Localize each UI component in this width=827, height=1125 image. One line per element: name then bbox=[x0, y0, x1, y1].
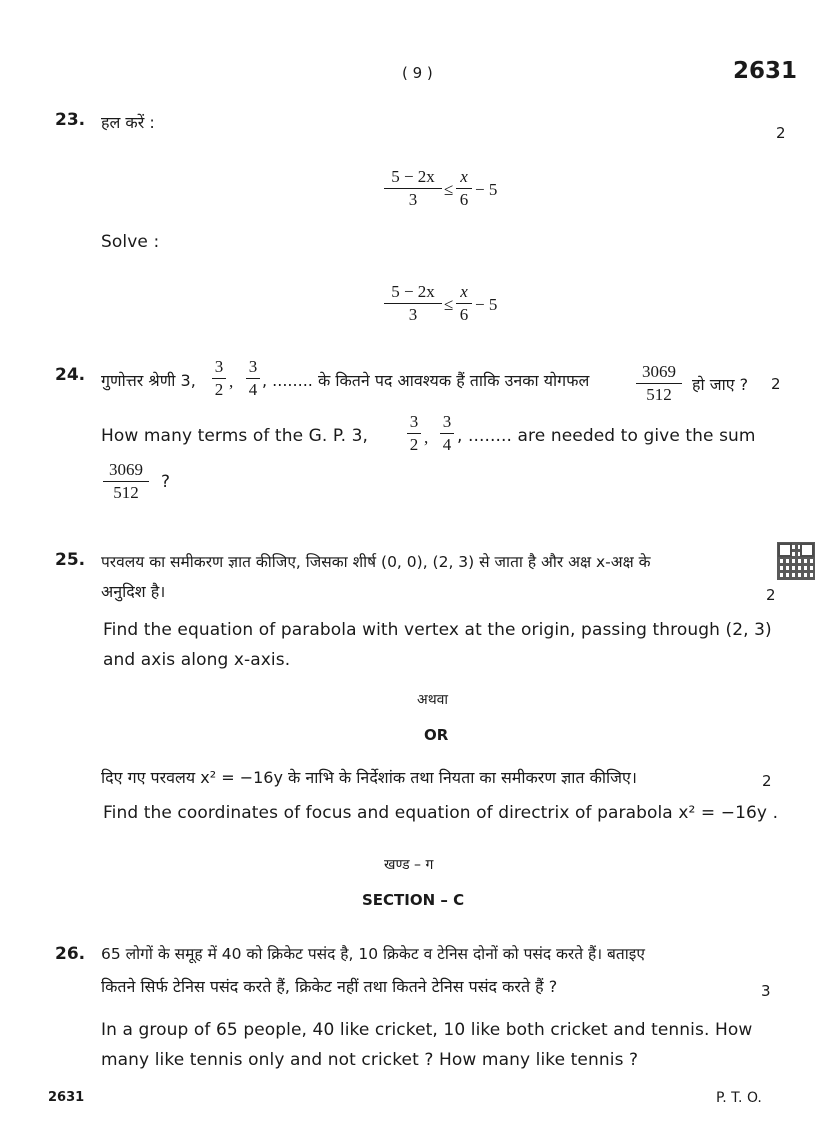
numerator: 5 − 2x bbox=[391, 282, 435, 301]
numerator: 3069 bbox=[109, 460, 143, 479]
numerator: 3069 bbox=[642, 362, 676, 381]
numerator: 3 bbox=[248, 357, 258, 376]
numerator: 3 bbox=[214, 357, 224, 376]
question-number: 26. bbox=[55, 944, 86, 964]
or-english: OR bbox=[424, 726, 449, 744]
denominator: 2 bbox=[409, 435, 419, 454]
english-prompt: Solve : bbox=[101, 232, 160, 252]
denominator: 512 bbox=[646, 385, 672, 404]
pto: P. T. O. bbox=[716, 1090, 762, 1106]
minus-five: − 5 bbox=[475, 180, 498, 199]
hindi-text-b: , ........ के कितने पद आवश्यक हैं ताकि उनका योगफल bbox=[262, 371, 590, 390]
fraction-3-4 bbox=[440, 412, 454, 455]
alt-marks: 2 bbox=[762, 772, 772, 790]
fraction-3069-512 bbox=[103, 460, 149, 503]
numerator: 3 bbox=[409, 412, 419, 431]
page-number: ( 9 ) bbox=[402, 64, 433, 82]
hindi-prompt: हल करें : bbox=[101, 113, 155, 132]
denominator: 2 bbox=[214, 380, 224, 399]
numerator: 5 − 2x bbox=[391, 167, 435, 186]
fraction-3-2 bbox=[212, 357, 226, 400]
question-number: 25. bbox=[55, 550, 86, 570]
fraction-3069-512 bbox=[636, 362, 682, 405]
fraction-3-4 bbox=[246, 357, 260, 400]
question-mark: ? bbox=[161, 472, 171, 492]
fraction-lhs bbox=[384, 282, 442, 325]
comma: , bbox=[424, 428, 429, 447]
english-line-1: Find the equation of parabola with vertex at the origin, passing through (2, 3) bbox=[103, 620, 772, 640]
le-sign: ≤ bbox=[444, 295, 454, 314]
marks: 2 bbox=[776, 124, 786, 142]
qr-code-icon bbox=[777, 542, 815, 580]
denominator: 512 bbox=[113, 483, 139, 502]
hindi-text-a: गुणोत्तर श्रेणी 3, bbox=[101, 371, 196, 390]
denominator: 6 bbox=[459, 190, 469, 209]
english-line-2: many like tennis only and not cricket ? How many like tennis ? bbox=[101, 1050, 639, 1070]
denominator: 6 bbox=[459, 305, 469, 324]
question-number: 24. bbox=[55, 365, 86, 385]
hindi-line-1: परवलय का समीकरण ज्ञात कीजिए, जिसका शीर्ष (0, 0), (2, 3) से जाता है और अक्ष x-अक्ष के bbox=[101, 553, 651, 571]
english-text-b: , ........ are needed to give the sum bbox=[457, 426, 756, 446]
hindi-line-2: अनुदिश है। bbox=[101, 582, 166, 601]
numerator: x bbox=[460, 167, 468, 186]
or-hindi: अथवा bbox=[417, 692, 449, 708]
hindi-text-c: हो जाए ? bbox=[692, 375, 749, 394]
english-line-2: and axis along x-axis. bbox=[103, 650, 291, 670]
english-text-a: How many terms of the G. P. 3, bbox=[101, 426, 369, 446]
paper-code-header: 2631 bbox=[733, 58, 798, 84]
denominator: 3 bbox=[408, 190, 418, 209]
section-c-hindi: खण्ड – ग bbox=[384, 857, 434, 873]
paper-code-footer: 2631 bbox=[48, 1090, 85, 1105]
denominator: 4 bbox=[248, 380, 258, 399]
hindi-line-2: कितने सिर्फ टेनिस पसंद करते हैं, क्रिकेट नहीं तथा कितने टेनिस पसंद करते हैं ? bbox=[101, 977, 558, 996]
fraction-rhs bbox=[456, 167, 472, 210]
english-line-1: In a group of 65 people, 40 like cricket, 10 like both cricket and tennis. How bbox=[101, 1020, 753, 1040]
marks: 2 bbox=[766, 586, 776, 604]
section-c-heading: SECTION – C bbox=[362, 891, 465, 909]
numerator: x bbox=[460, 282, 468, 301]
marks: 2 bbox=[771, 375, 781, 393]
question-number: 23. bbox=[55, 110, 86, 130]
alt-hindi: दिए गए परवलय x² = −16y के नाभि के निर्देशांक तथा नियता का समीकरण ज्ञात कीजिए। bbox=[101, 768, 637, 787]
minus-five: − 5 bbox=[475, 295, 498, 314]
denominator: 3 bbox=[408, 305, 418, 324]
comma: , bbox=[229, 372, 234, 391]
marks: 3 bbox=[761, 982, 771, 1000]
fraction-lhs bbox=[384, 167, 442, 210]
numerator: 3 bbox=[442, 412, 452, 431]
fraction-rhs bbox=[456, 282, 472, 325]
hindi-line-1: 65 लोगों के समूह में 40 को क्रिकेट पसंद है, 10 क्रिकेट व टेनिस दोनों को पसंद करते हैं। बताइए bbox=[101, 945, 645, 963]
fraction-3-2 bbox=[407, 412, 421, 455]
alt-english: Find the coordinates of focus and equation of directrix of parabola x² = −16y . bbox=[103, 803, 779, 823]
le-sign: ≤ bbox=[444, 180, 454, 199]
denominator: 4 bbox=[442, 435, 452, 454]
